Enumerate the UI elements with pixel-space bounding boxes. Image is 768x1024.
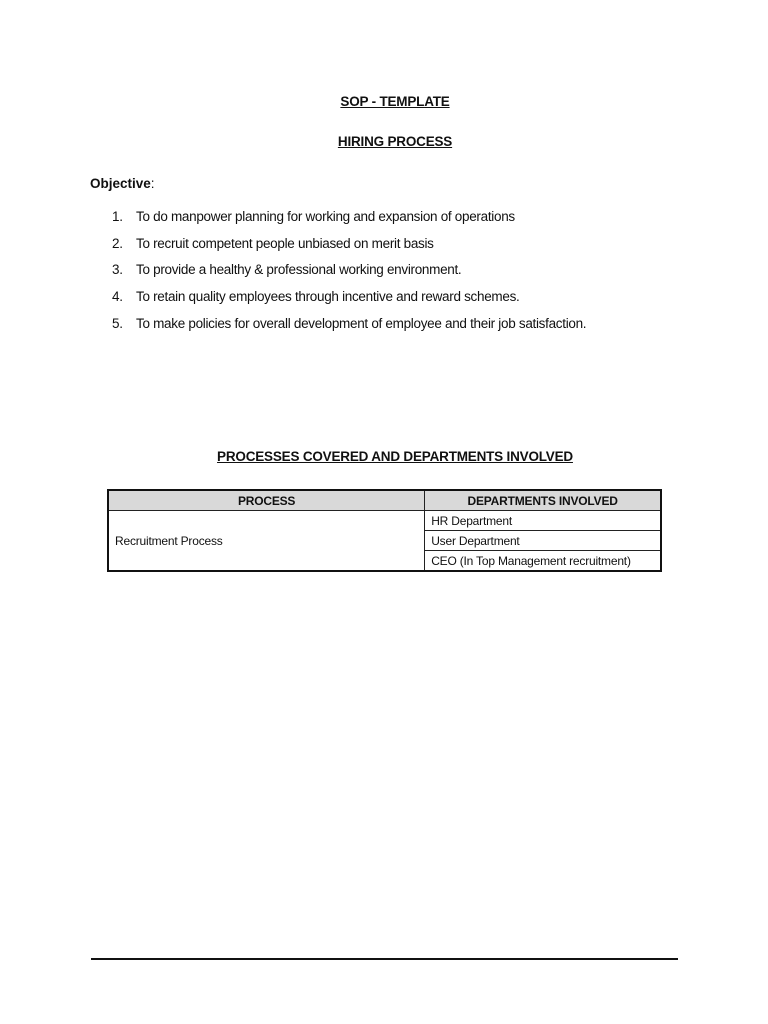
objective-text: To recruit competent people unbiased on merit basis xyxy=(136,235,434,251)
objective-text: To do manpower planning for working and expansion of operations xyxy=(136,209,515,224)
objective-item xyxy=(112,235,586,262)
document-title: SOP - TEMPLATE xyxy=(340,94,450,109)
header-process: PROCESS xyxy=(108,490,425,511)
process-table xyxy=(107,489,662,572)
objective-colon: : xyxy=(150,176,155,191)
objective-item xyxy=(112,288,586,315)
objective-text: To provide a healthy & professional working environment. xyxy=(136,262,462,278)
document-subtitle: HIRING PROCESS xyxy=(337,134,453,149)
objective-number: 2. xyxy=(112,235,123,251)
department-cell: HR Department xyxy=(425,511,661,531)
objective-number: 3. xyxy=(112,262,123,278)
section-heading: PROCESSES COVERED AND DEPARTMENTS INVOLVED xyxy=(217,449,573,464)
department-cell: CEO (In Top Management recruitment) xyxy=(425,551,661,572)
process-cell: Recruitment Process xyxy=(108,511,425,572)
footer-divider xyxy=(91,958,678,960)
objective-text: To make policies for overall development of employee and their job satisfaction. xyxy=(136,315,587,331)
objective-text: To retain quality employees through incentive and reward schemes. xyxy=(136,289,520,305)
header-departments: DEPARTMENTS INVOLVED xyxy=(425,490,661,511)
objective-label xyxy=(90,176,155,191)
objective-number: 4. xyxy=(112,289,123,305)
objective-number: 1. xyxy=(112,209,123,224)
department-cell: User Department xyxy=(425,531,661,551)
objective-number: 5. xyxy=(112,315,123,331)
objective-item xyxy=(112,261,586,288)
objective-item xyxy=(112,208,586,235)
objective-label-text: Objective xyxy=(90,176,151,191)
objective-list xyxy=(112,208,586,341)
objective-item xyxy=(112,315,586,342)
table-header-row xyxy=(108,490,661,511)
table-row xyxy=(108,511,661,531)
